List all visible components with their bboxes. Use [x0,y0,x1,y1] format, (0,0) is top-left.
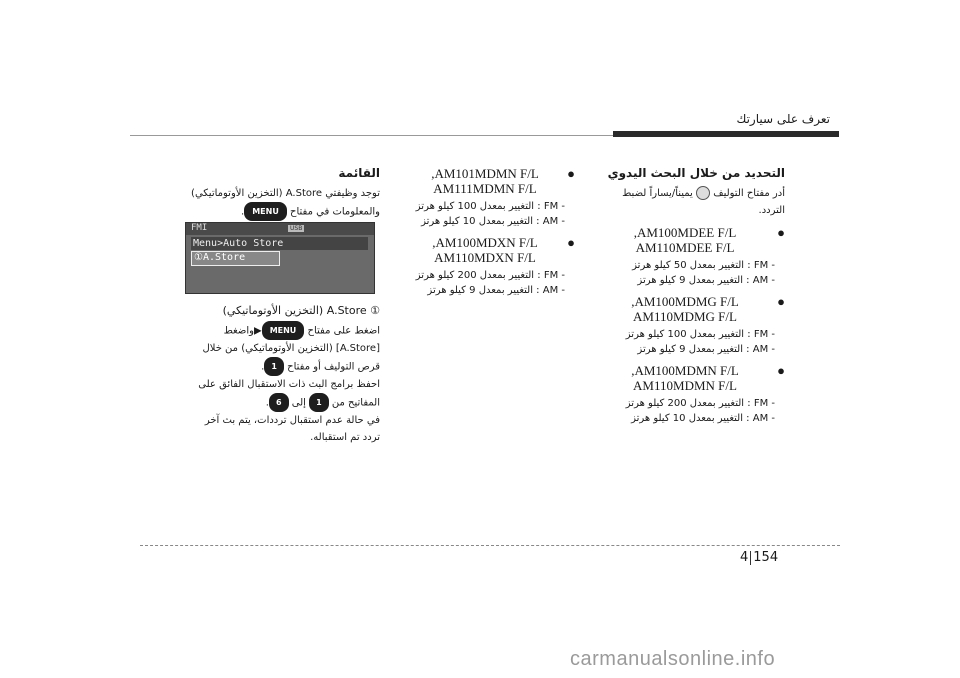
arrow-icon: ▶ [253,325,262,337]
preset-1-button-icon: 1 [309,393,329,412]
model-entry: ● AM100MDMN F/L, AM110MDMN F/L - FM : التغيير بمعدل 200 كيلو هرتز - AM : التغيير بمعدل 10 كيلو هرتز [625,363,785,424]
am-step: AM : التغيير بمعدل 10 كيلو هرتز [631,413,769,424]
fm-step: FM : التغيير بمعدل 100 كيلو هرتز [625,329,769,340]
auto-store-section [170,302,380,446]
fm-step: FM : التغيير بمعدل 50 كيلو هرتز [632,260,769,271]
model-list-continued [395,166,575,298]
manual-search-heading: التحديد من خلال البحث اليدوي [607,166,785,180]
dash: - [561,216,565,227]
page-separator [750,551,751,565]
dash: - [771,275,775,286]
dash: - [561,201,565,212]
display-selected-item: ①A.Store [191,251,280,266]
display-band-tab: FMI [191,223,208,233]
bullet-icon: ● [777,363,785,378]
model-entry: ● AM101MDMN F/L, AM111MDMN F/L - FM : التغيير بمعدل 100 كيلو هرتز - AM : التغيير بمعدل 10 كيلو هرتز [415,166,575,227]
page-number [740,550,840,565]
auto-store-title: ① A.Store (التخزين الأوتوماتيكي) [222,304,380,317]
menu-section [170,166,380,221]
menu-button-icon: MENU [244,202,287,221]
am-step: AM : التغيير بمعدل 10 كيلو هرتز [421,216,559,227]
menu-intro: توجد وظيفتي A.Store (التخزين الأوتوماتيكي) والمعلومات في مفتاح MENU. [170,185,380,221]
header-rule-thick [613,131,839,137]
page-number-value: 154 [753,550,779,565]
fm-step: FM : التغيير بمعدل 200 كيلو هرتز [415,270,559,281]
bullet-icon: ● [777,225,785,240]
model-entry: ● AM100MDMG F/L, AM110MDMG F/L - FM : التغيير بمعدل 100 كيلو هرتز - AM : التغيير بمعدل 9 كيلو هرتز [625,294,785,355]
am-step: AM : التغيير بمعدل 9 كيلو هرتز [637,275,769,286]
bullet-icon: ● [777,294,785,309]
dash: - [561,270,565,281]
chapter-number: 4 [740,550,749,565]
watermark-text: carmanualsonline.info [570,648,776,670]
bullet-icon: ● [567,235,575,250]
dash: - [561,285,565,296]
fm-step: FM : التغيير بمعدل 200 كيلو هرتز [625,398,769,409]
manual-search-section [585,166,785,426]
section-header-title: تعرف على سيارتك [736,112,830,126]
manual-search-intro: أدر مفتاح التوليف يميناً/يساراً لضبط التردد. [622,188,785,216]
fm-step: FM : التغيير بمعدل 100 كيلو هرتز [415,201,559,212]
menu-button-icon: MENU [262,321,305,340]
display-top-bar [186,223,374,235]
model-entry: ● AM100MDEE F/L, AM110MDEE F/L - FM : التغيير بمعدل 50 كيلو هرتز - AM : التغيير بمعدل 9 كيلو هرتز [632,225,785,286]
am-step: AM : التغيير بمعدل 9 كيلو هرتز [637,344,769,355]
am-step: AM : التغيير بمعدل 9 كيلو هرتز [427,285,559,296]
dash: - [771,398,775,409]
menu-heading: القائمة [338,166,380,180]
footer-rule [140,545,840,546]
display-usb-label: USB [290,225,303,232]
auto-store-instructions: اضغط على مفتاح MENU▶واضغط [A.Store] (التخزين الأوتوماتيكي) من خلال قرص التوليف أو مفتاح 1. احفظ برامج البث ذات الاستقبال الفائق على المفاتيح من 1 إلى 6. في حالة عدم استقبال ترددات، يتم بث آخر تردد تم استقباله. [170,321,380,446]
bullet-icon: ● [567,166,575,181]
display-menu-path: Menu>Auto Store [191,237,368,250]
dash: - [771,329,775,340]
preset-1-button-icon: 1 [264,357,284,376]
dash: - [771,344,775,355]
tune-knob-icon [696,186,710,200]
dash: - [771,413,775,424]
radio-display [185,222,375,294]
preset-6-button-icon: 6 [269,393,289,412]
dash: - [771,260,775,271]
model-entry: ● AM100MDXN F/L, AM110MDXN F/L - FM : التغيير بمعدل 200 كيلو هرتز - AM : التغيير بمعدل 9 كيلو هرتز [415,235,575,296]
